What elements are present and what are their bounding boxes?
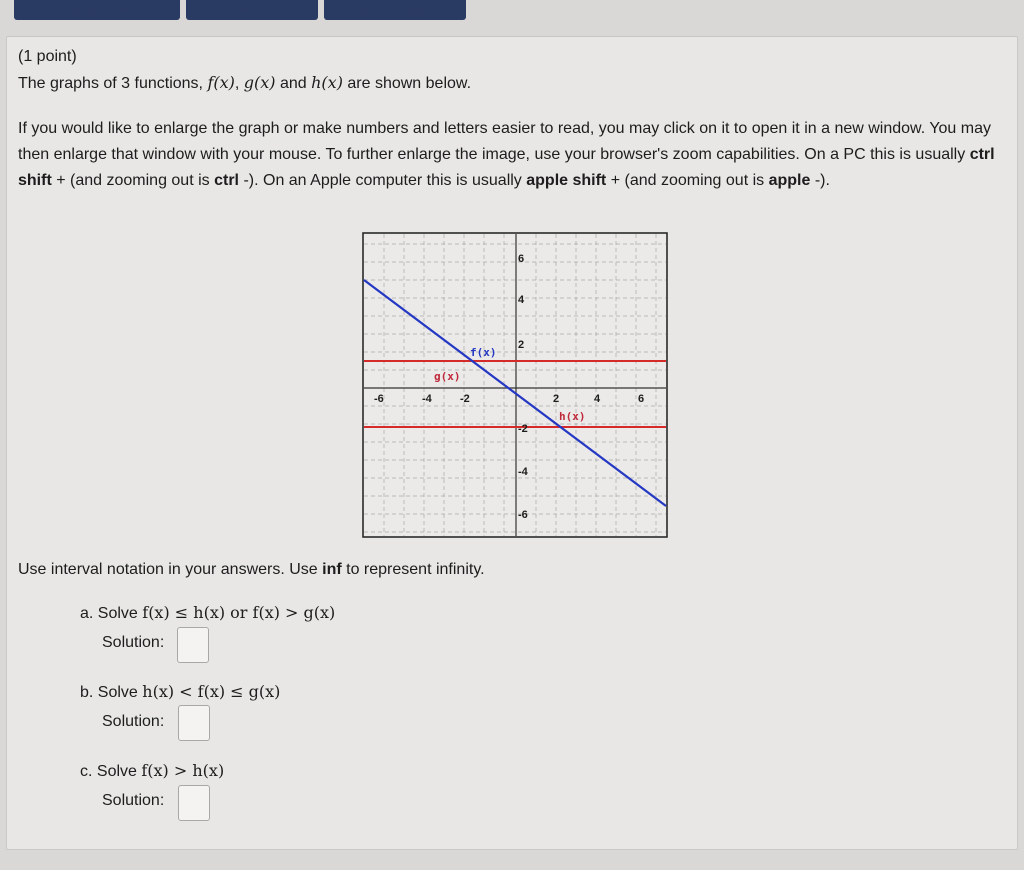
zoom-instructions: If you would like to enlarge the graph or make numbers and letters easier to read, you may click on it to open it in a new window. You may then enlarge that window with your mouse. To further enlarge the image, use your browser's zoom capabilities. On a PC this is usually ctrl shift + (and zooming out is ctrl -). On an Apple computer this is usually apple shift + (and zooming out is apple -).: [18, 120, 995, 189]
problem-intro: The graphs of 3 functions, f(x), g(x) and h(x) are shown below.: [18, 73, 472, 92]
part-b-answer-input[interactable]: [178, 705, 210, 741]
part-c-question: c. Solve f(x) > h(x): [80, 761, 225, 780]
x-tick-label: 2: [553, 393, 560, 405]
interval-instruction: Use interval notation in your answers. Use inf to represent infinity.: [18, 561, 485, 578]
y-tick-label: -4: [518, 466, 528, 478]
part-c-answer-input[interactable]: [178, 785, 210, 821]
x-tick-label: -4: [422, 393, 432, 405]
g-label: g(x): [434, 370, 461, 383]
y-tick-label: -6: [518, 509, 528, 521]
part-a-expression: f(x) ≤ h(x) or f(x) > g(x): [142, 603, 336, 622]
next-problem-button[interactable]: Next Problem: [324, 0, 466, 20]
y-tick-label: -2: [518, 423, 528, 435]
h-label: h(x): [559, 410, 586, 423]
part-a-question: a. Solve f(x) ≤ h(x) or f(x) > g(x): [80, 603, 336, 622]
function-graph[interactable]: [362, 232, 668, 538]
part-a-answer-input[interactable]: [177, 627, 209, 663]
x-tick-label: 4: [594, 393, 601, 405]
problem-list-button[interactable]: Problem List: [186, 0, 318, 20]
part-a-solution-label: Solution:: [102, 634, 165, 651]
x-tick-label: -2: [460, 393, 470, 405]
part-b-question: b. Solve h(x) < f(x) ≤ g(x): [80, 682, 281, 701]
f-label: f(x): [470, 346, 497, 359]
problem-navigation: [0, 0, 1024, 22]
y-tick-label: 2: [518, 339, 525, 351]
graph-frame: [363, 233, 667, 537]
part-b-expression: h(x) < f(x) ≤ g(x): [142, 682, 281, 701]
point-value: (1 point): [18, 48, 77, 65]
y-tick-label: 4: [518, 294, 525, 306]
part-b-solution-label: Solution:: [102, 713, 165, 730]
x-tick-label: -6: [374, 393, 384, 405]
previous-problem-button[interactable]: Previous Problem: [14, 0, 180, 20]
part-c-expression: f(x) > h(x): [141, 761, 225, 780]
y-tick-label: 6: [518, 253, 525, 265]
x-tick-label: 6: [638, 393, 645, 405]
part-c-solution-label: Solution:: [102, 792, 165, 809]
